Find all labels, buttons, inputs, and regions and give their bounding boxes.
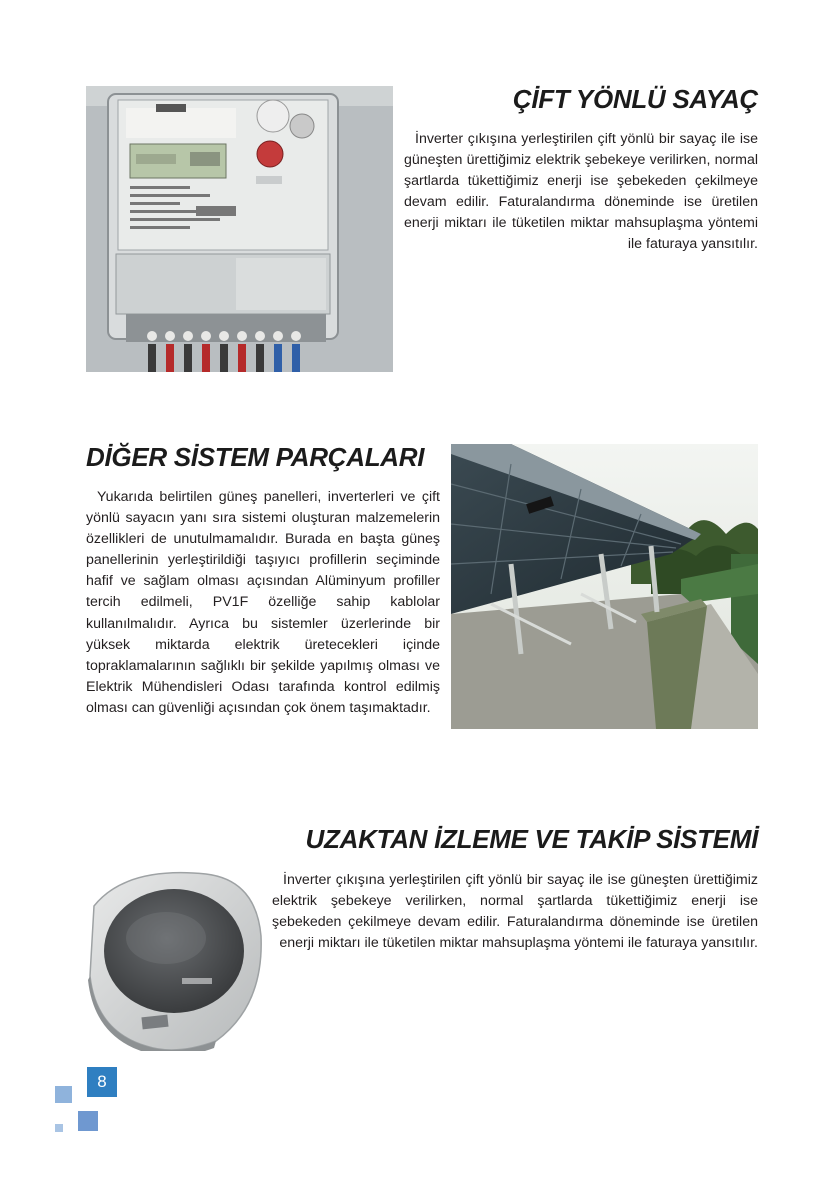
- monitoring-section-body: [272, 870, 758, 954]
- meter-illustration: [86, 86, 393, 372]
- monitoring-paragraph: İnverter çıkışına yerleştirilen çift yönlü bir sayaç ile ise güneşten ürettiğimiz elektrik şebekeye verilirken, normal şartlarda tükettiğimiz enerji ise şebekeden çekilmeye devam edilir. Faturalandırma döneminde ise üretilen enerji miktarı ile tüketilen miktar mahsuplaşma yöntemi ile faturaya yansıtılır.: [272, 872, 758, 952]
- decorative-square-light: [55, 1086, 72, 1103]
- solar-illustration: [451, 444, 758, 729]
- meter-section-title: ÇİFT YÖNLÜ SAYAÇ: [512, 84, 758, 114]
- other-parts-section-body: [86, 487, 440, 719]
- bidirectional-meter-photo: [86, 86, 393, 372]
- meter-section-body: [404, 129, 758, 256]
- other-parts-section-title: DİĞER SİSTEM PARÇALARI: [86, 442, 425, 472]
- other-parts-paragraph: Yukarıda belirtilen güneş panelleri, inverterleri ve çift yönlü sayacın yanı sıra sistemi oluşturan malzemelerin özellikleri de unutulmamalıdır. Burada en başta güneş panellerinin yerleştirildiği taşıyıcı profillerin seçiminde hafif ve sağlam olması açısından Alüminyum profiller tercih edilmeli, PV1F özelliğe sahip kablolar kullanılmalıdır. Ayrıca bu sistemler üzerlerinde bir yüksek miktarda elektrik üretecekleri içinde topraklamalarının sağlıklı bir şekilde yapılmış olması ve Elektrik Mühendisleri Odası tarafında kontrol edilmiş olması can güvenliği açısından çok önem taşımaktadır.: [86, 489, 440, 716]
- monitoring-device-illustration: [86, 866, 264, 1051]
- meter-paragraph: İnverter çıkışına yerleştirilen çift yönlü bir sayaç ile ise güneşten ürettiğimiz elektrik şebekeye verilirken, normal şartlarda tükettiğimiz enerji ise şebekeden çekilmeye devam edilir. Faturalandırma döneminde ise üretilen enerji miktarı ile tüketilen miktar mahsuplaşma yöntemi ile faturaya yansıtılır.: [404, 131, 758, 253]
- decorative-square-small: [55, 1124, 63, 1132]
- solar-panel-array-photo: [451, 444, 758, 729]
- page-number: 8: [87, 1067, 117, 1097]
- monitoring-device-photo: [86, 866, 264, 1051]
- decorative-square-medium: [78, 1111, 98, 1131]
- monitoring-section-title: UZAKTAN İZLEME VE TAKİP SİSTEMİ: [305, 824, 758, 854]
